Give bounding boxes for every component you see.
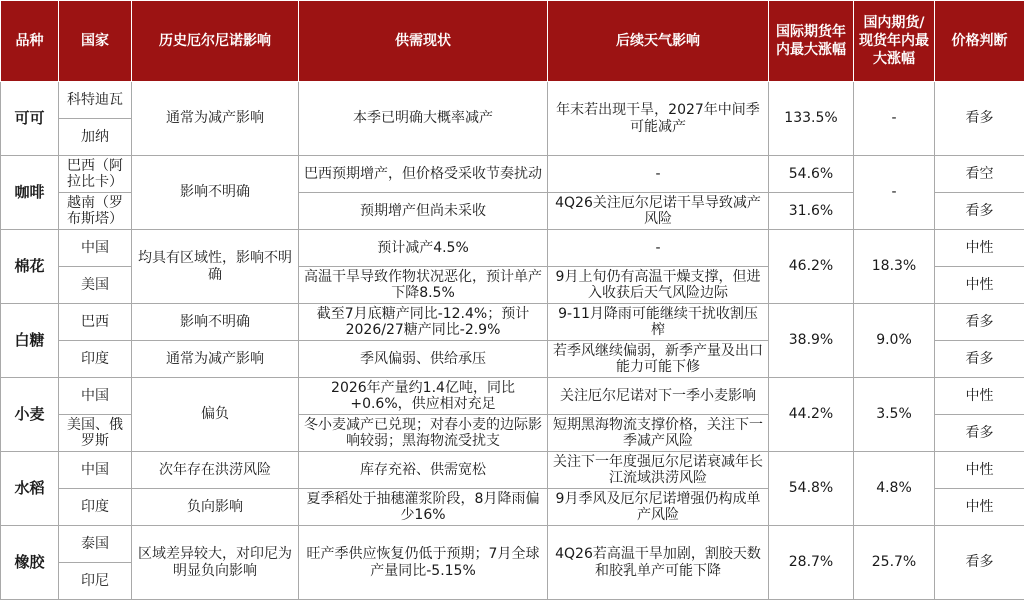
country-cell: 印尼: [59, 563, 132, 600]
product-cell: 橡胶: [1, 526, 59, 600]
intl-gain-cell: 46.2%: [769, 230, 854, 304]
header-history: 历史厄尔尼诺影响: [132, 1, 299, 82]
supply-cell: 巴西预期增产，但价格受采收节奏扰动: [299, 156, 548, 193]
header-dom-gain: 国内期货/现货年内最大涨幅: [854, 1, 935, 82]
judgement-cell: 中性: [935, 230, 1024, 267]
intl-gain-cell: 54.8%: [769, 452, 854, 526]
supply-cell: 预期增产但尚未采收: [299, 193, 548, 230]
product-cell: 白糖: [1, 304, 59, 378]
supply-cell: 2026年产量约1.4亿吨，同比+0.6%，供应相对充足: [299, 378, 548, 415]
table-row: [1, 378, 1024, 415]
table-row: [1, 82, 1024, 119]
country-cell: 印度: [59, 489, 132, 526]
table-row: [1, 156, 1024, 193]
judgement-cell: 看多: [935, 304, 1024, 341]
judgement-cell: 看多: [935, 526, 1024, 600]
header-supply: 供需现状: [299, 1, 548, 82]
judgement-cell: 看空: [935, 156, 1024, 193]
judgement-cell: 中性: [935, 378, 1024, 415]
weather-cell: 9月季风及厄尔尼诺增强仍构成单产风险: [548, 489, 769, 526]
history-cell: 通常为减产影响: [132, 341, 299, 378]
country-cell: 巴西: [59, 304, 132, 341]
header-product: 品种: [1, 1, 59, 82]
supply-cell: 冬小麦减产已兑现；对春小麦的边际影响较弱；黑海物流受扰支: [299, 415, 548, 452]
history-cell: 影响不明确: [132, 156, 299, 230]
table-row: [1, 452, 1024, 489]
intl-gain-cell: 38.9%: [769, 304, 854, 378]
history-cell: 区域差异较大，对印尼为明显负向影响: [132, 526, 299, 600]
weather-cell: 9月上旬仍有高温干燥支撑，但进入收获后天气风险边际: [548, 267, 769, 304]
dom-gain-cell: 25.7%: [854, 526, 935, 600]
weather-cell: 关注下一年度强厄尔尼诺衰减年长江流域洪涝风险: [548, 452, 769, 489]
header-row: [1, 1, 1024, 82]
supply-cell: 截至7月底糖产同比-12.4%；预计2026/27糖产同比-2.9%: [299, 304, 548, 341]
history-cell: 通常为减产影响: [132, 82, 299, 156]
history-cell: 影响不明确: [132, 304, 299, 341]
history-cell: 均具有区域性，影响不明确: [132, 230, 299, 304]
dom-gain-cell: -: [854, 156, 935, 230]
product-cell: 棉花: [1, 230, 59, 304]
country-cell: 美国: [59, 267, 132, 304]
weather-cell: 短期黑海物流支撑价格，关注下一季减产风险: [548, 415, 769, 452]
header-country: 国家: [59, 1, 132, 82]
weather-cell: 年末若出现干旱，2027年中间季可能减产: [548, 82, 769, 156]
country-cell: 巴西（阿拉比卡）: [59, 156, 132, 193]
weather-cell: 4Q26关注厄尔尼诺干旱导致减产风险: [548, 193, 769, 230]
history-cell: 负向影响: [132, 489, 299, 526]
country-cell: 美国、俄罗斯: [59, 415, 132, 452]
weather-cell: 关注厄尔尼诺对下一季小麦影响: [548, 378, 769, 415]
intl-gain-cell: 28.7%: [769, 526, 854, 600]
header-weather: 后续天气影响: [548, 1, 769, 82]
intl-gain-cell: 54.6%: [769, 156, 854, 193]
intl-gain-cell: 44.2%: [769, 378, 854, 452]
weather-cell: 若季风继续偏弱，新季产量及出口能力可能下修: [548, 341, 769, 378]
judgement-cell: 中性: [935, 452, 1024, 489]
weather-cell: 4Q26若高温干旱加剧，割胶天数和胶乳单产可能下降: [548, 526, 769, 600]
judgement-cell: 看多: [935, 82, 1024, 156]
weather-cell: -: [548, 156, 769, 193]
table-row: [1, 526, 1024, 563]
country-cell: 印度: [59, 341, 132, 378]
country-cell: 中国: [59, 378, 132, 415]
history-cell: 次年存在洪涝风险: [132, 452, 299, 489]
intl-gain-cell: 31.6%: [769, 193, 854, 230]
weather-cell: -: [548, 230, 769, 267]
table-row: [1, 304, 1024, 341]
product-cell: 可可: [1, 82, 59, 156]
dom-gain-cell: -: [854, 82, 935, 156]
dom-gain-cell: 9.0%: [854, 304, 935, 378]
weather-cell: 9-11月降雨可能继续干扰收割压榨: [548, 304, 769, 341]
judgement-cell: 看多: [935, 415, 1024, 452]
country-cell: 泰国: [59, 526, 132, 563]
judgement-cell: 看多: [935, 193, 1024, 230]
header-intl-gain: 国际期货年内最大涨幅: [769, 1, 854, 82]
country-cell: 中国: [59, 230, 132, 267]
table-row: [1, 230, 1024, 267]
history-cell: 偏负: [132, 378, 299, 452]
country-cell: 加纳: [59, 119, 132, 156]
intl-gain-cell: 133.5%: [769, 82, 854, 156]
country-cell: 科特迪瓦: [59, 82, 132, 119]
dom-gain-cell: 18.3%: [854, 230, 935, 304]
judgement-cell: 中性: [935, 267, 1024, 304]
supply-cell: 夏季稻处于抽穗灌浆阶段，8月降雨偏少16%: [299, 489, 548, 526]
dom-gain-cell: 4.8%: [854, 452, 935, 526]
product-cell: 小麦: [1, 378, 59, 452]
supply-cell: 预计减产4.5%: [299, 230, 548, 267]
supply-cell: 旺产季供应恢复仍低于预期；7月全球产量同比-5.15%: [299, 526, 548, 600]
supply-cell: 本季已明确大概率减产: [299, 82, 548, 156]
country-cell: 中国: [59, 452, 132, 489]
judgement-cell: 看多: [935, 341, 1024, 378]
supply-cell: 高温干旱导致作物状况恶化，预计单产下降8.5%: [299, 267, 548, 304]
judgement-cell: 中性: [935, 489, 1024, 526]
country-cell: 越南（罗布斯塔）: [59, 193, 132, 230]
product-cell: 水稻: [1, 452, 59, 526]
header-judgement: 价格判断: [935, 1, 1024, 82]
supply-cell: 季风偏弱、供给承压: [299, 341, 548, 378]
product-cell: 咖啡: [1, 156, 59, 230]
supply-cell: 库存充裕、供需宽松: [299, 452, 548, 489]
dom-gain-cell: 3.5%: [854, 378, 935, 452]
